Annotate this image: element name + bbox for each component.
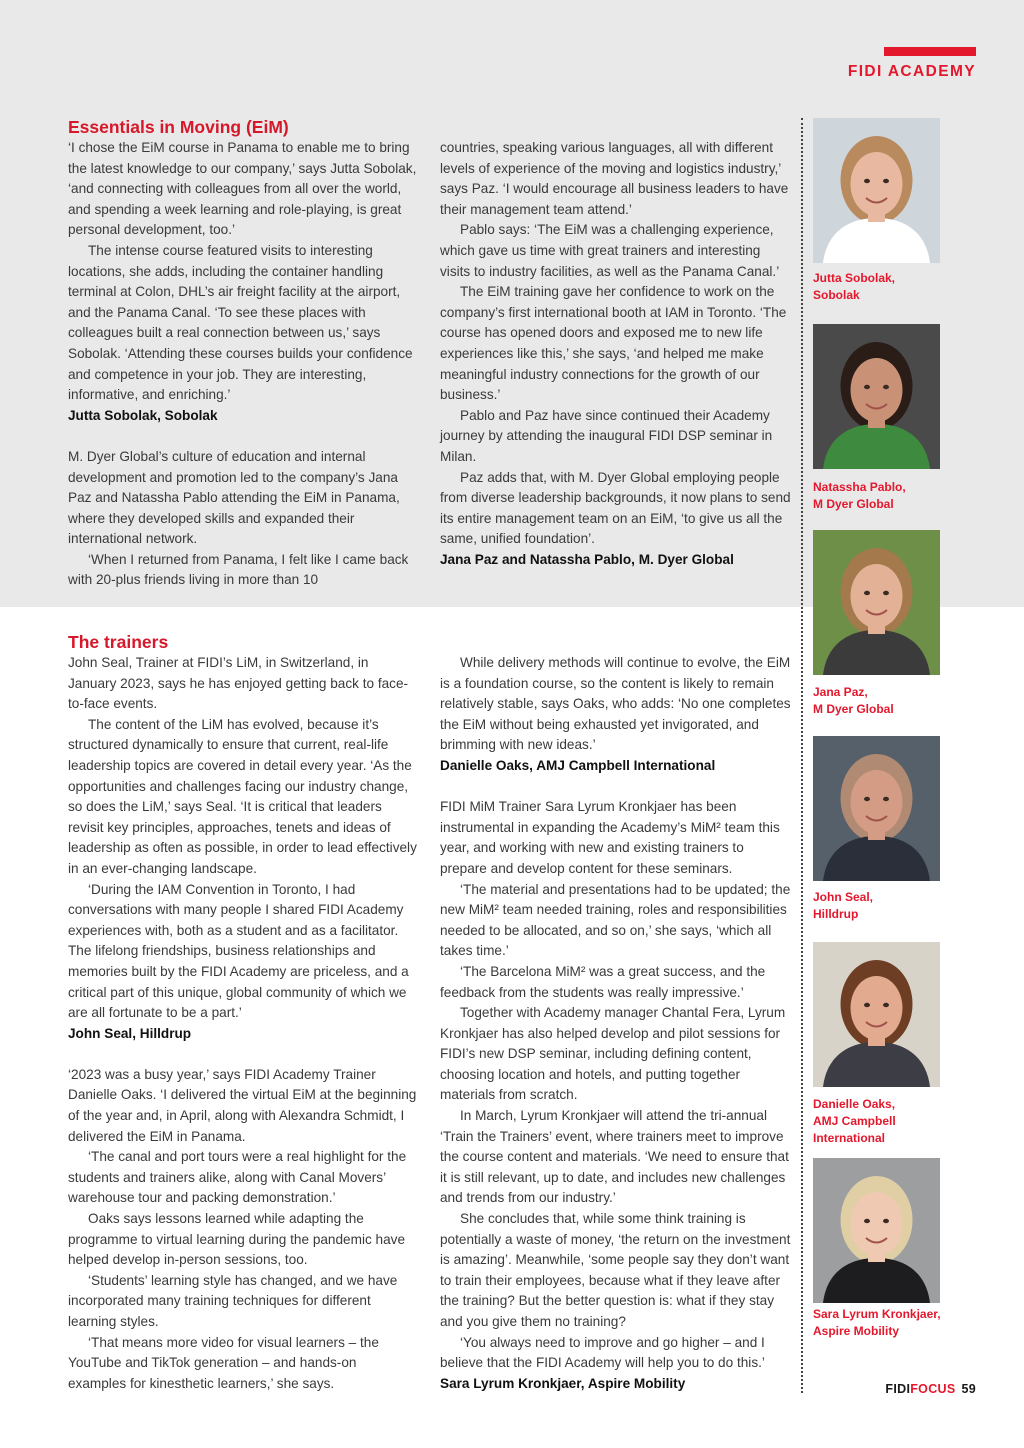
article1-column1: [68, 116, 418, 591]
section-accent-bar: [884, 47, 976, 56]
article2-column1: [68, 631, 418, 1394]
article1-column2: [440, 138, 792, 570]
paragraph: ‘Students’ learning style has changed, and we have incorporated many training techniques for different learning styles.: [68, 1272, 398, 1329]
caption-name: Danielle Oaks,: [813, 1097, 896, 1111]
caption-name: Natassha Pablo,: [813, 480, 906, 494]
eye-right: [883, 385, 889, 389]
caption-org-line2: International: [813, 1130, 886, 1145]
face: [851, 770, 903, 834]
paragraph: The intense course featured visits to interesting locations, she adds, including the container handling terminal at Colon, DHL’s air freight facility at the airport, and the Panama Canal. ‘To see these places with colleagues built a real connection between us,’ says Sobolak. ‘Attending these courses builds your confidence and competence in your job. They are interesting, informative, and enriching.’: [68, 242, 413, 403]
paragraph: ‘The Barcelona MiM² was a great success, and the feedback from the students was really impressive.’: [440, 963, 766, 1000]
portrait-illustration: [813, 324, 940, 469]
portrait-photo-jutta-sobolak: [813, 118, 940, 263]
caption-name: Sara Lyrum Kronkjaer,: [813, 1307, 941, 1321]
quote-attribution: Danielle Oaks, AMJ Campbell International: [440, 757, 716, 773]
eye-left: [864, 797, 870, 801]
quote-attribution: John Seal, Hilldrup: [68, 1025, 192, 1041]
portrait-illustration: [813, 736, 940, 881]
caption-org: Sobolak: [813, 287, 860, 302]
paragraph: In March, Lyrum Kronkjaer will attend the tri-annual ‘Train the Trainers’ event, where trainers meet to improve the course content and materials. ‘We need to ensure that it is still relevant, up to date, and includes new challenges and trends from our industry.’: [440, 1108, 789, 1206]
portrait-caption-sara-lyrum-kronkjaer: [813, 1306, 953, 1340]
page-number: 59: [961, 1382, 976, 1396]
paragraph: FIDI MiM Trainer Sara Lyrum Kronkjaer has been instrumental in expanding the Academy’s MiM² team this year, and working with new and existing trainers to prepare and develop content for these seminars.: [440, 799, 780, 876]
quote-attribution: Jutta Sobolak, Sobolak: [68, 407, 218, 423]
caption-name: Jana Paz,: [813, 685, 868, 699]
article1-heading: Essentials in Moving (EiM): [68, 117, 289, 137]
portrait-caption-jana-paz: [813, 684, 953, 718]
face: [851, 976, 903, 1040]
eye-left: [864, 385, 870, 389]
portrait-caption-jutta-sobolak: [813, 270, 953, 304]
eye-right: [883, 1003, 889, 1007]
face: [851, 1192, 903, 1256]
paragraph: John Seal, Trainer at FIDI’s LiM, in Switzerland, in January 2023, says he has enjoyed getting back to face-to-face events.: [68, 655, 409, 712]
paragraph: ‘When I returned from Panama, I felt like I came back with 20-plus friends living in more than 10: [68, 551, 409, 588]
face: [851, 152, 903, 216]
portrait-photo-danielle-oaks: [813, 942, 940, 1087]
eye-right: [883, 797, 889, 801]
face: [851, 358, 903, 422]
paragraph: Pablo says: ‘The EiM was a challenging experience, which gave us time with great trainers and interesting visits to industry facilities, as well as the Panama Canal.’: [440, 222, 780, 279]
face: [851, 564, 903, 628]
portrait-illustration: [813, 118, 940, 263]
paragraph: M. Dyer Global’s culture of education and internal development and promotion led to the company’s Jana Paz and Natassha Pablo attending the EiM in Panama, where they developed skills and expanded their international network.: [68, 448, 400, 547]
eye-right: [883, 1219, 889, 1223]
caption-org: AMJ Campbell: [813, 1113, 896, 1128]
dotted-column-divider: [801, 118, 803, 1393]
paragraph: Oaks says lessons learned while adapting the programme to virtual learning during the pandemic have helped develop in-person sessions, too.: [68, 1211, 406, 1268]
portrait-caption-john-seal: [813, 889, 953, 923]
portrait-illustration: [813, 942, 940, 1087]
page-footer: [885, 1382, 976, 1396]
quote-attribution: Jana Paz and Natassha Pablo, M. Dyer Global: [440, 551, 734, 567]
paragraph: She concludes that, while some think training is potentially a waste of money, ‘the return on the investment is amazing’. Meanwhile, ‘some people say they don’t want to train their employees, because what if they leave after the training? But the better question is: what if they stay and you give them no training?: [440, 1211, 791, 1329]
eye-right: [883, 179, 889, 183]
paragraph: countries, speaking various languages, all with different levels of experience of the moving and logistics industry,’ says Paz. ‘I would encourage all business leaders to have their management team attend.’: [440, 140, 789, 217]
caption-org: M Dyer Global: [813, 701, 894, 716]
eye-left: [864, 179, 870, 183]
portrait-photo-jana-paz: [813, 530, 940, 675]
caption-org: Hilldrup: [813, 906, 859, 921]
portrait-caption-natassha-pablo: [813, 479, 953, 513]
paragraph: Pablo and Paz have since continued their Academy journey by attending the inaugural FIDI DSP seminar in Milan.: [440, 407, 773, 464]
paragraph: ‘I chose the EiM course in Panama to enable me to bring the latest knowledge to our company,’ says Jutta Sobolak, ‘and connecting with colleagues from all over the world, and spending a week learning and role-playing, is great personal development, too.’: [68, 140, 417, 238]
portrait-illustration: [813, 530, 940, 675]
paragraph: ‘During the IAM Convention in Toronto, I had conversations with many people I shared FIDI Academy experiences with, both as a student and as a facilitator. The lifelong friendships, business relationships and memories built by the FIDI Academy are priceless, and a critical part of this unique, global community of which we are all fortunate to be a part.’: [68, 881, 409, 1021]
quote-attribution: Sara Lyrum Kronkjaer, Aspire Mobility: [440, 1375, 686, 1391]
paragraph: The EiM training gave her confidence to work on the company’s first international booth at IAM in Toronto. ‘The course has opened doors and exposed me to new life experiences like this,’ she says, ‘and helped me make meaningful industry connections for the growth of our business.’: [440, 284, 787, 403]
paragraph: Together with Academy manager Chantal Fera, Lyrum Kronkjaer has also helped develop and pilot sessions for FIDI’s new DSP seminar, including defining content, choosing location and hotels, and putting together materials from scratch.: [440, 1005, 786, 1103]
caption-org: Aspire Mobility: [813, 1323, 900, 1338]
paragraph: Paz adds that, with M. Dyer Global employing people from diverse leadership backgrounds, it now plans to send its entire management team on an EiM, ‘to give us all the same, unified foundation’.: [440, 469, 791, 547]
paragraph: ‘The material and presentations had to be updated; the new MiM² team needed training, roles and responsibilities needed to be allocated, and so on,’ she says, ‘which all takes time.’: [440, 881, 791, 959]
eye-left: [864, 591, 870, 595]
portrait-photo-john-seal: [813, 736, 940, 881]
caption-name: Jutta Sobolak,: [813, 271, 896, 285]
portrait-caption-danielle-oaks: [813, 1096, 953, 1146]
eye-right: [883, 591, 889, 595]
portrait-illustration: [813, 1158, 940, 1303]
caption-name: John Seal,: [813, 890, 874, 904]
paragraph: ‘That means more video for visual learners – the YouTube and TikTok generation – and hands-on examples for kinesthetic learners,’ she says.: [68, 1334, 379, 1391]
footer-brand-fidi: FIDI: [885, 1382, 911, 1396]
caption-org: M Dyer Global: [813, 496, 894, 511]
paragraph: ‘The canal and port tours were a real highlight for the students and trainers alike, along with Canal Movers’ warehouse tour and packing demonstration.’: [68, 1149, 407, 1206]
portrait-photo-natassha-pablo: [813, 324, 940, 469]
section-label: FIDI ACADEMY: [847, 63, 976, 80]
footer-brand-focus: FOCUS: [910, 1382, 956, 1396]
eye-left: [864, 1003, 870, 1007]
paragraph: The content of the LiM has evolved, because it’s structured dynamically to ensure that current, real-life leadership topics are covered in detail every year. ‘As the opportunities and challenges facing our industry change, so does the LiM,’ says Seal. ‘It is critical that leaders revisit key principles, approaches, tenets and ideas of leadership as often as possible, in order to lead effectively in an ever-changing landscape.: [68, 716, 417, 876]
eye-left: [864, 1219, 870, 1223]
article2-column2: [440, 653, 792, 1394]
portrait-photo-sara-lyrum-kronkjaer: [813, 1158, 940, 1303]
article2-heading: The trainers: [68, 632, 169, 652]
paragraph: ‘2023 was a busy year,’ says FIDI Academy Trainer Danielle Oaks. ‘I delivered the virtual EiM at the beginning of the year and, in April, along with Alexandra Schmidt, I delivered the EiM in Panama.: [68, 1066, 417, 1144]
paragraph: While delivery methods will continue to evolve, the EiM is a foundation course, so the content is likely to remain relatively stable, says Oaks, who adds: ‘No one completes the EiM without being exhausted yet invigorated, and brimming with new ideas.’: [440, 655, 791, 753]
paragraph: ‘You always need to improve and go higher – and I believe that the FIDI Academy will help you to do this.’: [440, 1334, 765, 1371]
